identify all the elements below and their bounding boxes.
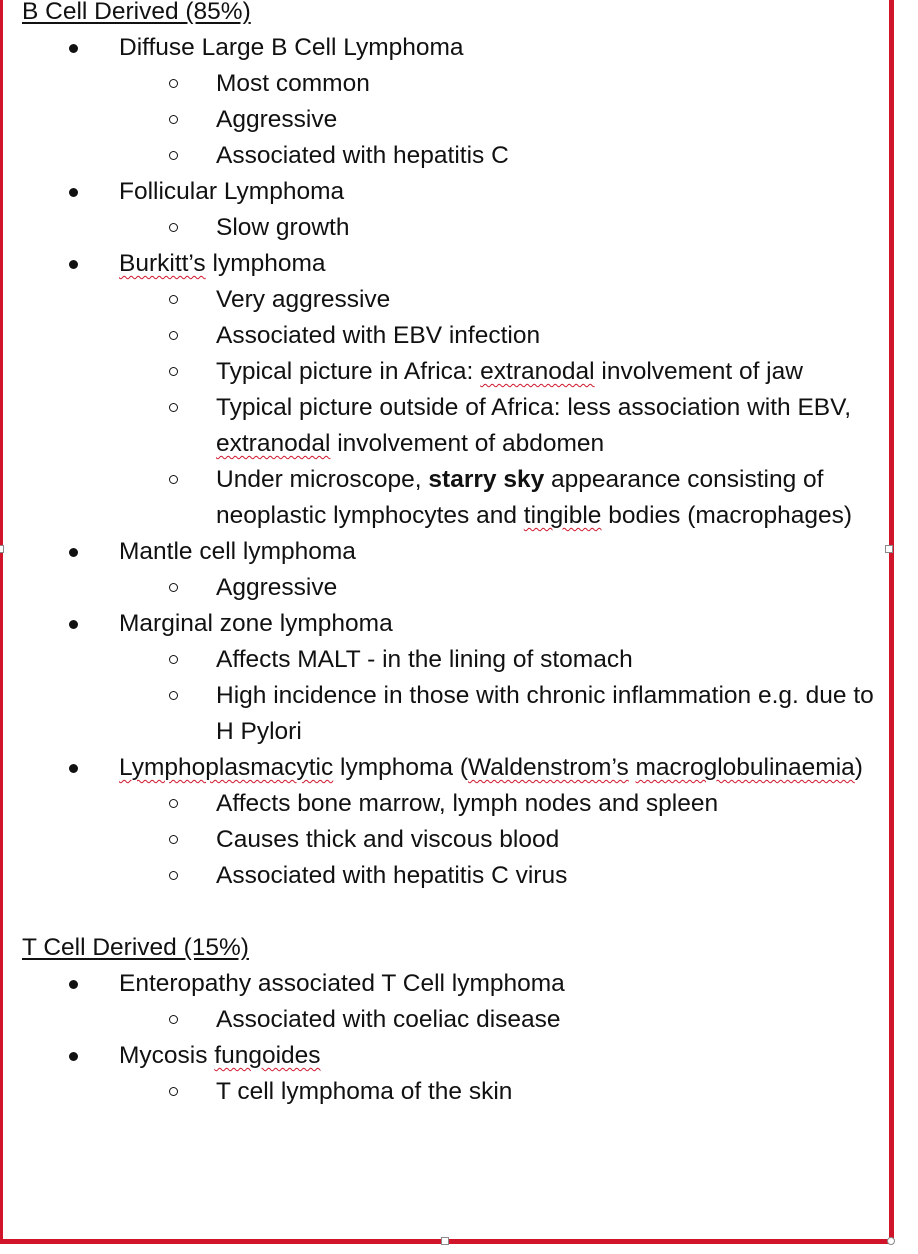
text-run: bodies (macrophages) [601, 502, 852, 529]
text-run: appearance consisting of neoplastic lymphocytes and [216, 466, 824, 529]
bullet-icon [69, 620, 78, 629]
sub-item [22, 66, 882, 102]
sub-item-text: Associated with hepatitis C [216, 142, 509, 169]
spellcheck-word: extranodal [480, 358, 595, 385]
resize-handle-right[interactable] [885, 545, 893, 553]
circle-bullet-icon [169, 1015, 178, 1024]
list-item-mantle [22, 534, 882, 606]
text-run: lymphoma ( [333, 754, 469, 781]
sub-item [22, 282, 882, 318]
circle-bullet-icon [169, 403, 178, 412]
circle-bullet-icon [169, 367, 178, 376]
list-item-eatl [22, 966, 882, 1038]
bullet-icon [69, 44, 78, 53]
bullet-icon [69, 188, 78, 197]
sub-item-text [216, 390, 882, 462]
sub-item-text: High incidence in those with chronic inflammation e.g. due to H Pylori [216, 682, 874, 745]
text-run: Typical picture in Africa: [216, 358, 481, 385]
item-label: Marginal zone lymphoma [119, 610, 393, 637]
sub-item [22, 138, 882, 174]
circle-bullet-icon [169, 295, 178, 304]
bullet-icon [69, 260, 78, 269]
sub-item-text: Associated with hepatitis C virus [216, 862, 568, 889]
item-label: Diffuse Large B Cell Lymphoma [119, 34, 464, 61]
item-label [119, 750, 882, 786]
spellcheck-word: Lymphoplasmacytic [119, 754, 334, 781]
item-label: Enteropathy associated T Cell lymphoma [119, 970, 565, 997]
sub-item-text: Associated with coeliac disease [216, 1006, 561, 1033]
sub-item [22, 102, 882, 138]
sub-item [22, 1002, 882, 1038]
spellcheck-word: Waldenstrom’s [468, 754, 629, 781]
section-heading-b-cell: B Cell Derived (85%) [22, 0, 251, 25]
text-run: Mycosis [119, 1042, 215, 1069]
sub-item [22, 210, 882, 246]
list-item-mycosis-fungoides [22, 1038, 882, 1110]
section-heading-t-cell: T Cell Derived (15%) [22, 934, 249, 961]
text-run: Typical picture outside of Africa: less association with EBV, [216, 394, 852, 421]
circle-bullet-icon [169, 835, 178, 844]
sub-item-text: Aggressive [216, 106, 338, 133]
resize-handle-bottom[interactable] [441, 1237, 449, 1245]
circle-bullet-icon [169, 331, 178, 340]
text-run: involvement of jaw [594, 358, 803, 385]
sub-item-text: T cell lymphoma of the skin [216, 1078, 513, 1105]
sub-item-text: Causes thick and viscous blood [216, 826, 560, 853]
sub-item-text [216, 354, 882, 390]
bullet-icon [69, 548, 78, 557]
sub-item [22, 318, 882, 354]
sub-item-text: Aggressive [216, 574, 338, 601]
sub-item-text [216, 462, 882, 534]
bullet-icon [69, 764, 78, 773]
text-run [629, 754, 636, 781]
circle-bullet-icon [169, 871, 178, 880]
list-item-dlbcl [22, 30, 882, 174]
list-item-lymphoplasmacytic [22, 750, 882, 894]
spellcheck-word: fungoides [214, 1042, 321, 1069]
circle-bullet-icon [169, 1087, 178, 1096]
circle-bullet-icon [169, 799, 178, 808]
selection-frame-right [889, 0, 894, 1244]
bold-text: starry sky [428, 466, 545, 493]
circle-bullet-icon [169, 79, 178, 88]
sub-item-text: Affects bone marrow, lymph nodes and spleen [216, 790, 719, 817]
b-cell-list [22, 30, 882, 894]
resize-handle-corner[interactable] [887, 1237, 895, 1245]
resize-handle-left[interactable] [0, 545, 4, 553]
item-label [119, 246, 882, 282]
sub-item-text: Most common [216, 70, 370, 97]
sub-item [22, 570, 882, 606]
t-cell-list [22, 966, 882, 1110]
text-run: ) [854, 754, 863, 781]
sub-item [22, 786, 882, 822]
sub-item [22, 462, 882, 534]
list-item-burkitt [22, 246, 882, 534]
blank-line [22, 894, 882, 930]
sub-item [22, 354, 882, 390]
item-label: Mantle cell lymphoma [119, 538, 356, 565]
sub-item [22, 390, 882, 462]
circle-bullet-icon [169, 223, 178, 232]
spellcheck-word: tingible [523, 502, 602, 529]
list-item-marginal-zone [22, 606, 882, 750]
text-run: involvement of abdomen [330, 430, 605, 457]
selection-frame-left [0, 0, 3, 1244]
circle-bullet-icon [169, 583, 178, 592]
sub-item [22, 858, 882, 894]
item-label: Follicular Lymphoma [119, 178, 345, 205]
spellcheck-word: extranodal [216, 430, 331, 457]
item-label [119, 1038, 882, 1074]
sub-item [22, 1074, 882, 1110]
circle-bullet-icon [169, 475, 178, 484]
text-run: Under microscope, [216, 466, 429, 493]
spellcheck-word: Burkitt’s [119, 250, 206, 277]
circle-bullet-icon [169, 691, 178, 700]
sub-item-text: Slow growth [216, 214, 350, 241]
bullet-icon [69, 980, 78, 989]
sub-item-text: Very aggressive [216, 286, 391, 313]
sub-item-text: Affects MALT - in the lining of stomach [216, 646, 633, 673]
sub-item [22, 642, 882, 678]
bullet-icon [69, 1052, 78, 1061]
list-item-follicular [22, 174, 882, 246]
sub-item [22, 822, 882, 858]
label-text: lymphoma [205, 250, 326, 277]
document-body[interactable] [22, 0, 882, 1110]
spellcheck-word: macroglobulinaemia [635, 754, 855, 781]
circle-bullet-icon [169, 655, 178, 664]
circle-bullet-icon [169, 151, 178, 160]
sub-item-text: Associated with EBV infection [216, 322, 541, 349]
circle-bullet-icon [169, 115, 178, 124]
sub-item [22, 678, 882, 750]
